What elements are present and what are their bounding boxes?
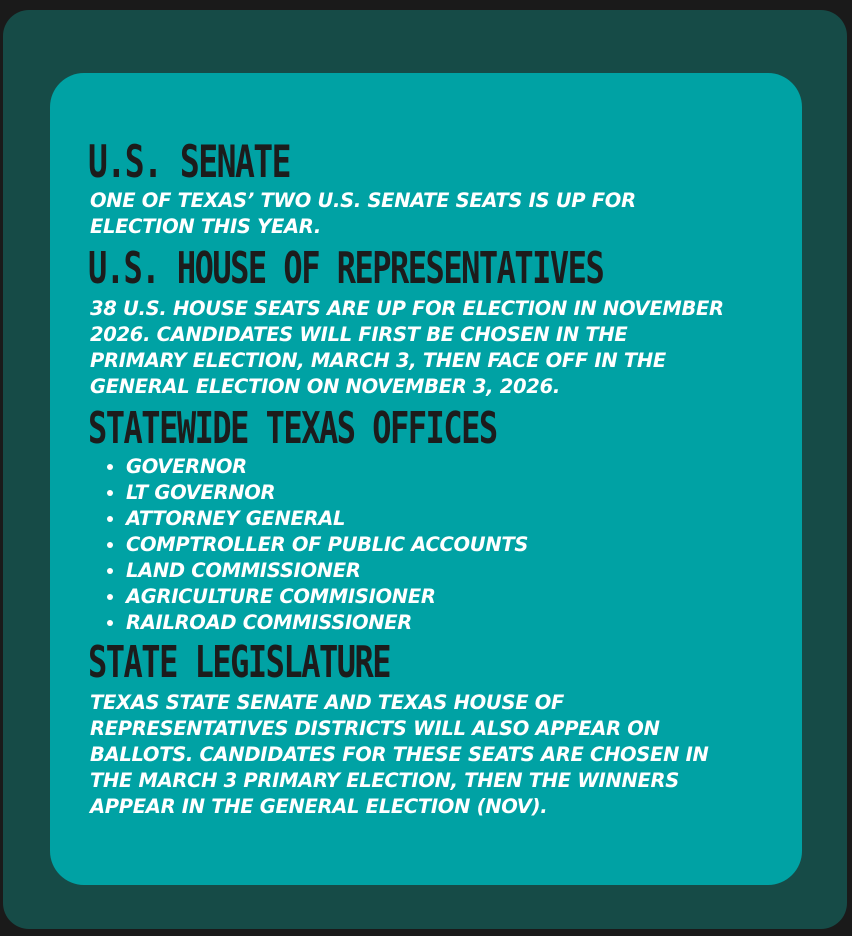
list-item-label: COMPTROLLER OF PUBLIC ACCOUNTS	[126, 533, 529, 556]
card-content	[88, 135, 778, 820]
heading-us-house: U.S. HOUSE OF REPRESENTATIVES	[88, 242, 604, 294]
legislature-description	[88, 690, 778, 820]
list-item-lt-governor	[126, 480, 778, 506]
house-line: PRIMARY ELECTION, MARCH 3, THEN FACE OFF IN THE	[90, 349, 666, 372]
list-item-comptroller	[126, 532, 778, 558]
section-statewide-offices	[88, 402, 778, 636]
list-item-agriculture-commissioner	[126, 584, 778, 610]
house-line: 38 U.S. HOUSE SEATS ARE UP FOR ELECTION IN NOVEMBER	[90, 297, 724, 320]
outer-frame	[3, 10, 847, 929]
bullet-icon	[107, 516, 113, 522]
heading-state-legislature: STATE LEGISLATURE	[88, 636, 391, 688]
senate-line: ONE OF TEXAS’ TWO U.S. SENATE SEATS IS UP FOR	[90, 189, 636, 212]
legislature-line: TEXAS STATE SENATE AND TEXAS HOUSE OF	[90, 691, 565, 714]
bullet-icon	[107, 594, 113, 600]
info-card	[50, 73, 802, 885]
list-item-label: LAND COMMISSIONER	[126, 559, 361, 582]
senate-description	[88, 188, 778, 240]
list-item-label: RAILROAD COMMISSIONER	[126, 611, 412, 634]
statewide-offices-list	[88, 454, 778, 636]
bullet-icon	[107, 464, 113, 470]
list-item-label: GOVERNOR	[126, 455, 247, 478]
list-item-railroad-commissioner	[126, 610, 778, 636]
list-item-label: AGRICULTURE COMMISIONER	[126, 585, 436, 608]
senate-line: ELECTION THIS YEAR.	[90, 215, 321, 238]
list-item-land-commissioner	[126, 558, 778, 584]
legislature-line: BALLOTS. CANDIDATES FOR THESE SEATS ARE CHOSEN IN	[90, 743, 709, 766]
section-state-legislature	[88, 636, 778, 820]
heading-statewide-offices: STATEWIDE TEXAS OFFICES	[88, 402, 497, 454]
list-item-governor	[126, 454, 778, 480]
legislature-line: THE MARCH 3 PRIMARY ELECTION, THEN THE WINNERS	[90, 769, 680, 792]
bullet-icon	[107, 620, 113, 626]
list-item-attorney-general	[126, 506, 778, 532]
house-line: 2026. CANDIDATES WILL FIRST BE CHOSEN IN THE	[90, 323, 628, 346]
legislature-line: REPRESENTATIVES DISTRICTS WILL ALSO APPEAR ON	[90, 717, 660, 740]
legislature-line: APPEAR IN THE GENERAL ELECTION (NOV).	[90, 795, 548, 818]
bullet-icon	[107, 542, 113, 548]
section-us-senate	[88, 135, 778, 240]
bullet-icon	[107, 490, 113, 496]
bullet-icon	[107, 568, 113, 574]
house-description	[88, 296, 778, 400]
house-line: GENERAL ELECTION ON NOVEMBER 3, 2026.	[90, 375, 560, 398]
heading-us-senate: U.S. SENATE	[88, 135, 291, 188]
section-us-house	[88, 242, 778, 400]
list-item-label: LT GOVERNOR	[126, 481, 276, 504]
list-item-label: ATTORNEY GENERAL	[126, 507, 346, 530]
